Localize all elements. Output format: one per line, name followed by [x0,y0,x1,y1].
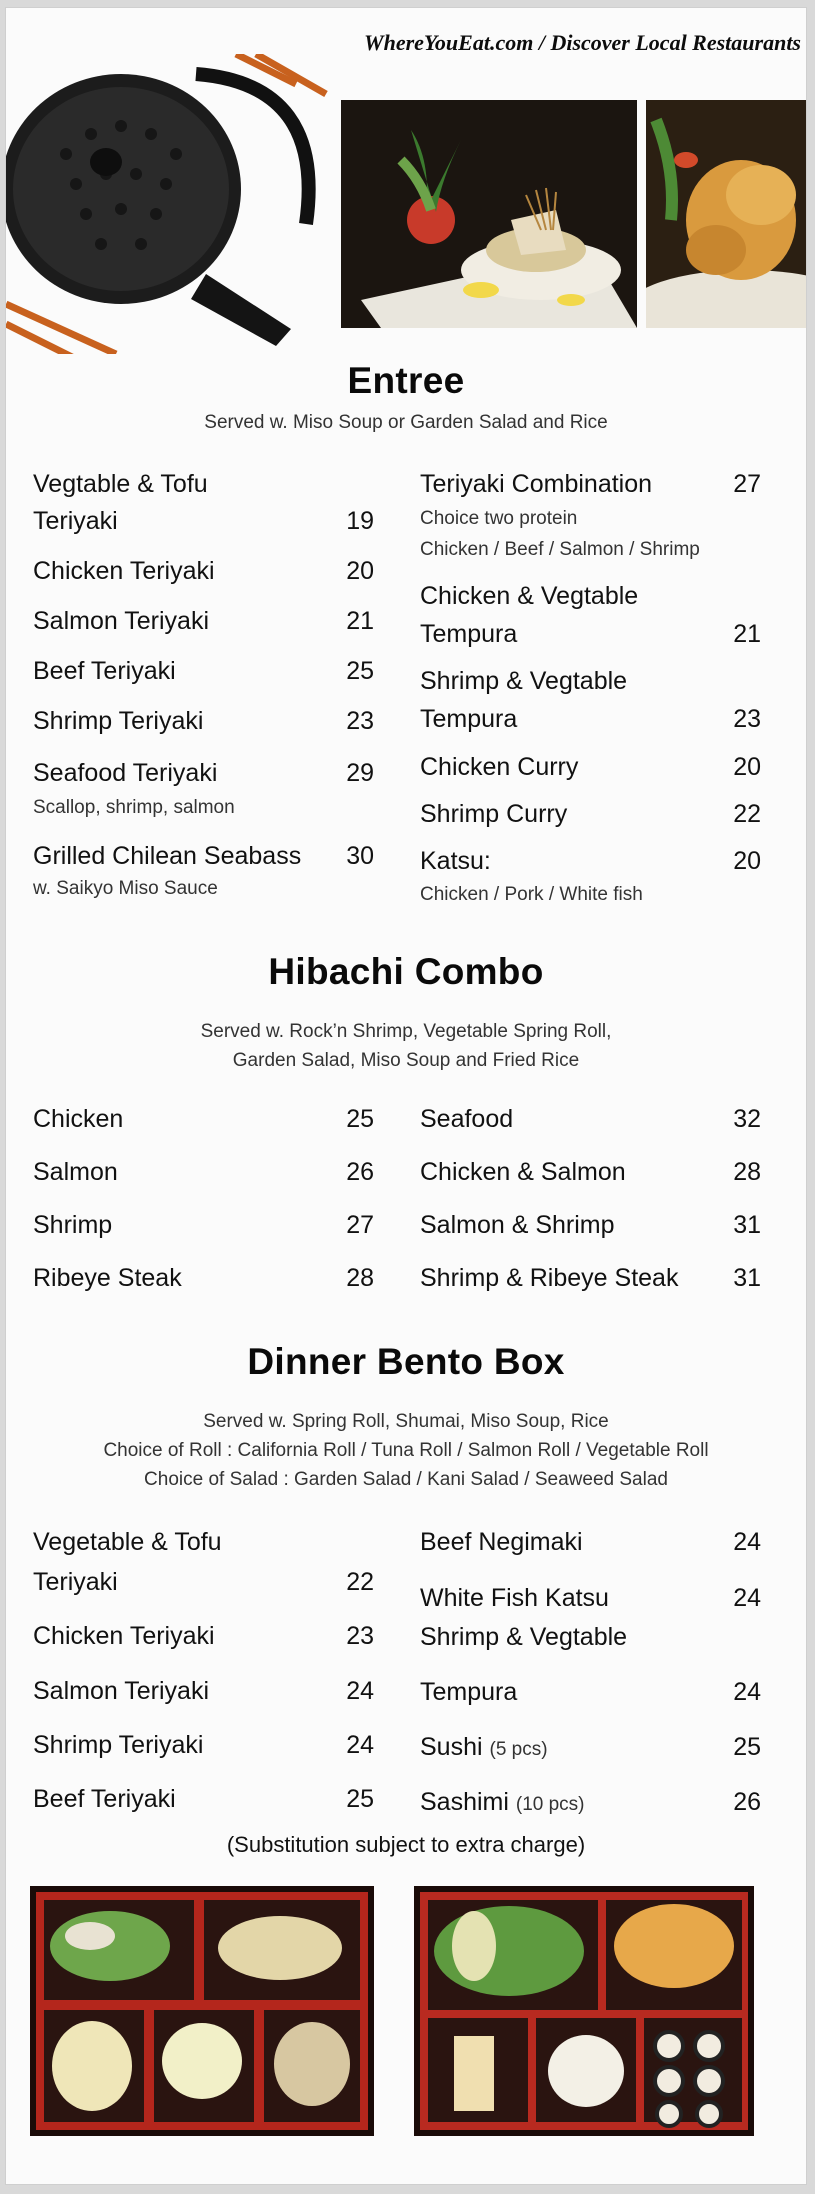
teapot-image [6,54,336,354]
menu-item-name: Grilled Chilean Seabass [33,842,302,870]
menu-item-name: Shrimp & Vegtable [420,1623,628,1651]
bento-title: Dinner Bento Box [247,1341,565,1382]
substitution-note: (Substitution subject to extra charge) [226,1832,586,1857]
menu-item-price: 21 [346,607,374,635]
menu-item-price: 20 [733,847,761,875]
menu-item-price: 25 [346,657,374,685]
menu-item-price: 23 [346,707,374,735]
bento-box-photo-2 [414,1886,754,2136]
menu-item-name: Seafood Teriyaki [33,759,218,787]
menu-item-name: Salmon & Shrimp [420,1211,615,1239]
menu-item-name: Shrimp [33,1211,113,1239]
menu-item-note: Chicken / Pork / White fish [420,884,643,905]
menu-item-price: 22 [733,800,761,828]
menu-item-price: 20 [733,753,761,781]
menu-item-price: 28 [346,1264,374,1292]
tempura-plate-image [646,100,806,328]
bento-subtitle-line2: Choice of Roll : California Roll / Tuna Roll / Salmon Roll / Vegetable Roll [103,1440,709,1461]
menu-item-name: Chicken & Salmon [420,1158,626,1186]
menu-item-name: Chicken Teriyaki [33,557,215,585]
menu-item-name: Salmon Teriyaki [33,1677,210,1705]
menu-item-name: Chicken Teriyaki [33,1622,215,1650]
menu-item-name: Shrimp Teriyaki [33,707,204,735]
appetizer-plate-image [341,100,637,328]
menu-item-name: Beef Teriyaki [33,1785,176,1813]
menu-item-qty: (10 pcs) [515,1794,585,1815]
hibachi-subtitle-line2: Garden Salad, Miso Soup and Fried Rice [232,1050,580,1071]
menu-item-name: Shrimp Teriyaki [33,1731,204,1759]
menu-item-name: Vegetable & Tofu [33,1528,222,1556]
menu-item-name: Ribeye Steak [33,1264,182,1292]
menu-item-price: 25 [733,1733,761,1761]
menu-item-name: Teriyaki [33,507,118,535]
entree-title: Entree [347,360,465,401]
menu-item-price: 24 [346,1731,374,1759]
menu-item-price: 26 [733,1788,761,1816]
menu-item-name-text: Sashimi [420,1788,509,1816]
menu-item-name: Shrimp Curry [420,800,568,828]
menu-item-price: 23 [346,1622,374,1650]
menu-item-note: w. Saikyo Miso Sauce [33,878,218,899]
menu-item-name: Salmon [33,1158,118,1186]
bento-subtitle-line3: Choice of Salad : Garden Salad / Kani Salad / Seaweed Salad [144,1469,668,1490]
menu-item-price: 20 [346,557,374,585]
bento-box-photo-1 [30,1886,374,2136]
entree-subtitle: Served w. Miso Soup or Garden Salad and Rice [204,412,608,433]
menu-item-name: Vegtable & Tofu [33,470,208,498]
menu-item-name: Teriyaki [33,1568,118,1596]
menu-item-price: 25 [346,1105,374,1133]
menu-item-name: Chicken Curry [420,753,579,781]
menu-item-price: 25 [346,1785,374,1813]
menu-item-name: Teriyaki Combination [420,470,653,498]
menu-item-price: 22 [346,1568,374,1596]
menu-item-name: Beef Negimaki [420,1528,583,1556]
menu-item-price: 32 [733,1105,761,1133]
menu-item-price: 29 [346,759,374,787]
menu-item-price: 24 [346,1677,374,1705]
menu-item-price: 31 [733,1264,761,1292]
menu-item-note: Chicken / Beef / Salmon / Shrimp [420,539,700,560]
menu-item-name [420,1728,548,1769]
menu-item-name [420,1783,585,1824]
menu-item-price: 31 [733,1211,761,1239]
menu-item-name: Salmon Teriyaki [33,607,210,635]
menu-item-name: Seafood [420,1105,514,1133]
menu-item-price: 21 [733,620,761,648]
menu-item-price: 26 [346,1158,374,1186]
menu-item-price: 23 [733,705,761,733]
hibachi-title: Hibachi Combo [268,951,544,992]
menu-item-name: Chicken [33,1105,124,1133]
menu-item-price: 24 [733,1528,761,1556]
hibachi-subtitle-line1: Served w. Rock’n Shrimp, Vegetable Spring Roll, [200,1021,612,1042]
menu-item-price: 24 [733,1584,761,1612]
menu-item-name: Katsu: [420,847,491,875]
menu-item-name: Beef Teriyaki [33,657,176,685]
menu-item-price: 19 [346,507,374,535]
menu-item-qty: (5 pcs) [489,1739,548,1760]
menu-item-name: White Fish Katsu [420,1584,609,1612]
watermark-text: WhereYouEat.com / Discover Local Restaurants [364,30,801,55]
menu-item-name: Tempura [420,705,518,733]
menu-item-price: 24 [733,1678,761,1706]
menu-item-name: Shrimp & Ribeye Steak [420,1264,679,1292]
menu-item-name: Tempura [420,1678,518,1706]
menu-item-note: Scallop, shrimp, salmon [33,797,235,818]
menu-item-price: 28 [733,1158,761,1186]
menu-item-name: Tempura [420,620,518,648]
menu-item-price: 27 [346,1211,374,1239]
menu-page [6,8,806,2184]
menu-item-name: Shrimp & Vegtable [420,667,628,695]
bento-subtitle-line1: Served w. Spring Roll, Shumai, Miso Soup, Rice [203,1411,609,1432]
menu-item-name: Chicken & Vegtable [420,582,639,610]
menu-item-note: Choice two protein [420,508,578,529]
menu-item-name-text: Sushi [420,1733,483,1761]
menu-item-price: 27 [733,470,761,498]
menu-item-price: 30 [346,842,374,870]
